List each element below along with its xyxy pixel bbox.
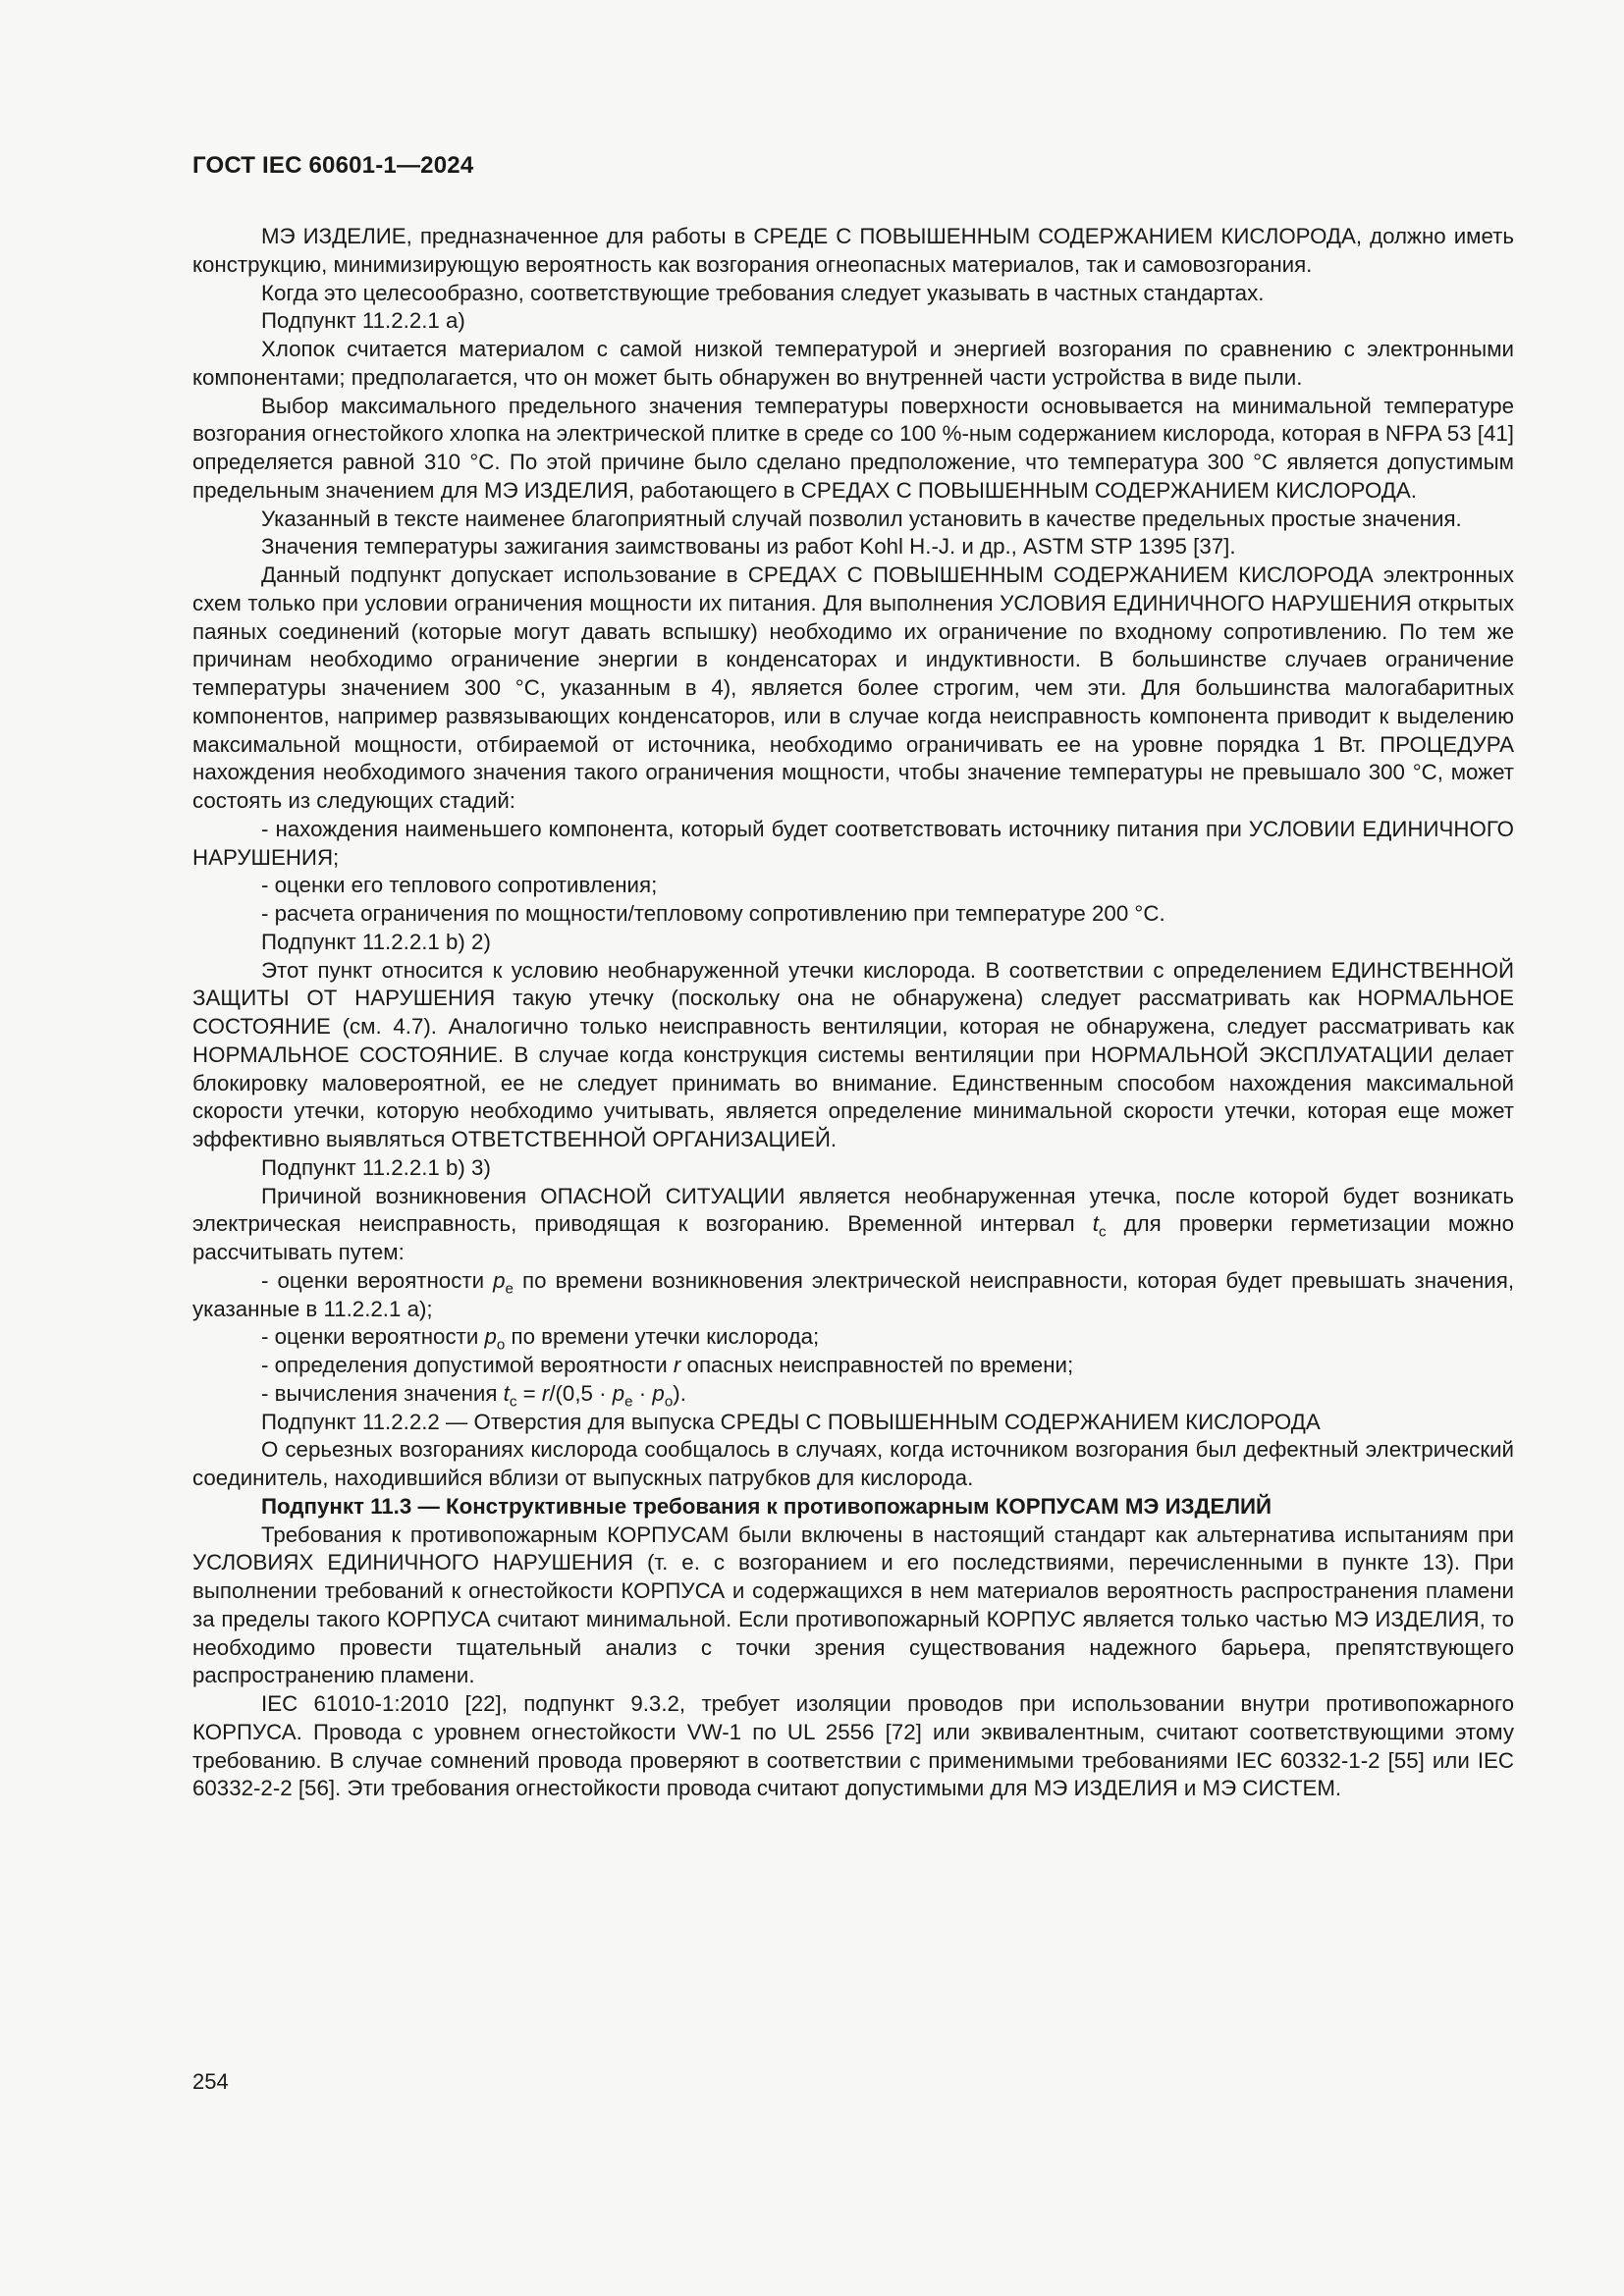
paragraph: Когда это целесообразно, соответствующие требования следует указывать в частных стандартах. [261, 280, 1265, 305]
paragraph: Указанный в тексте наименее благоприятный случай позволил установить в качестве предельных простые значения. [261, 506, 1462, 531]
paragraph: О серьезных возгораниях кислорода сообщалось в случаях, когда источником возгорания был дефектный электрический соединитель, находившийся вблизи от выпускных патрубков для кислорода. [192, 1437, 1514, 1490]
paragraph: IEC 61010-1:2010 [22], подпункт 9.3.2, требует изоляции проводов при использовании внутри противопожарного КОРПУСА. Провода с уровнем огнестойкости VW-1 по UL 2556 [72] или эквивалентным, считают соответствующими этому требованию. В случае сомнений провода проверяют в соответствии с применимыми требованиями IEC 60332-1-2 [55] или IEC 60332-2-2 [56]. Эти требования огнестойкости провода считают допустимыми для МЭ ИЗДЕЛИЯ и МЭ СИСТЕМ. [192, 1691, 1514, 1801]
paragraph: Данный подпункт допускает использование в СРЕДАХ С ПОВЫШЕННЫМ СОДЕРЖАНИЕМ КИСЛОРОДА электронных схем только при условии ограничения мощности их питания. Для выполнения УСЛОВИЯ ЕДИНИЧНОГО НАРУШЕНИЯ открытых паяных соединений (которые могут давать вспышку) необходимо их ограничение по входному сопротивлению. По тем же причинам необходимо ограничение энергии в конденсаторах и индуктивности. В большинстве случаев ограничение температуры значением 300 °С, указанным в 4), является более строгим, чем эти. Для большинства малогабаритных компонентов, например развязывающих конденсаторов, или в случае когда неисправность компонента приводит к выделению максимальной мощности, отбираемой от источника, необходимо ограничивать ее на уровне порядка 1 Вт. ПРОЦЕДУРА нахождения необходимого значения такого ограничения мощности, чтобы значение температуры не превышало 300 °С, может состоять из следующих стадий: [192, 562, 1514, 813]
list-item: - определения допустимой вероятности r опасных неисправностей по времени; [261, 1353, 1074, 1377]
subclause-ref: Подпункт 11.2.2.1 b) 3) [261, 1154, 491, 1180]
subclause-ref: Подпункт 11.2.2.1 а) [261, 308, 465, 334]
list-item: - нахождения наименьшего компонента, который будет соответствовать источнику питания при УСЛОВИИ ЕДИНИЧНОГО НАРУШЕНИЯ; [192, 816, 1514, 870]
paragraph: Хлопок считается материалом с самой низкой температурой и энергией возгорания по сравнению с электронными компонентами; предполагается, что он может быть обнаружен во внутренней части устройства в виде пыли. [192, 337, 1514, 390]
page-header: ГОСТ IEC 60601-1—2024 [192, 152, 474, 179]
subclause-ref: Подпункт 11.2.2.2 — Отверстия для выпуска СРЕДЫ С ПОВЫШЕННЫМ СОДЕРЖАНИЕМ КИСЛОРОДА [261, 1409, 1321, 1434]
list-item: - оценки вероятности $p_о$ по времени утечки кислорода; [261, 1324, 820, 1354]
paragraph: Выбор максимального предельного значения температуры поверхности основывается на минимальной температуре возгорания огнестойкого хлопка на электрической плитке в среде со 100 %-ным содержанием кислорода, которая в NFPA 53 [41] определяется равной 310 °С. По этой причине было сделано предположение, что температура 300 °С является допустимым предельным значением для МЭ ИЗДЕЛИЯ, работающего в СРЕДАХ С ПОВЫШЕННЫМ СОДЕРЖАНИЕМ КИСЛОРОДА. [192, 393, 1514, 503]
section-heading: Подпункт 11.3 — Конструктивные требования к противопожарным КОРПУСАМ МЭ ИЗДЕЛИЙ [261, 1493, 1272, 1519]
paragraph: МЭ ИЗДЕЛИЕ, предназначенное для работы в СРЕДЕ С ПОВЫШЕННЫМ СОДЕРЖАНИЕМ КИСЛОРОДА, должно иметь конструкцию, минимизирующую вероятность как возгорания огнеопасных материалов, так и самовозгорания. [192, 224, 1514, 277]
list-item-formula: - вычисления значения $t_с = r/(0,5 \cdot p_е \cdot p_о)$. [261, 1380, 686, 1411]
paragraph-time-interval: Причиной возникновения ОПАСНОЙ СИТУАЦИИ является необнаруженная утечка, после которой будет возникать электрическая неисправность, приводящая к возгоранию. Временной интервал $t_с$ для проверки герметизации можно рассчитывать путем: [192, 1183, 1514, 1264]
paragraph: Этот пункт относится к условию необнаруженной утечки кислорода. В соответствии с определением ЕДИНСТВЕННОЙ ЗАЩИТЫ ОТ НАРУШЕНИЯ такую утечку (поскольку она не обнаружена) следует рассматривать как НОРМАЛЬНОЕ СОСТОЯНИЕ (см. 4.7). Аналогично только неисправность вентиляции, которая не обнаружена, следует рассматривать как НОРМАЛЬНОЕ СОСТОЯНИЕ. В случае когда конструкция системы вентиляции при НОРМАЛЬНОЙ ЭКСПЛУАТАЦИИ делает блокировку маловероятной, ее не следует принимать во внимание. Единственным способом нахождения максимальной скорости утечки, которую необходимо учитывать, является определение минимальной скорости утечки, которая еще может эффективно выявляться ОТВЕТСТВЕННОЙ ОРГАНИЗАЦИЕЙ. [192, 957, 1514, 1151]
list-item: - оценки вероятности $p_е$ по времени возникновения электрической неисправности, которая будет превышать значения, указанные в 11.2.2.1 а); [192, 1267, 1515, 1321]
paragraph: Значения температуры зажигания заимствованы из работ Kohl H.-J. и др., ASTM STP 1395 [37]. [261, 534, 1236, 560]
list-item: - расчета ограничения по мощности/тепловому сопротивлению при температуре 200 °С. [261, 901, 1165, 926]
subclause-ref: Подпункт 11.2.2.1 b) 2) [261, 929, 491, 954]
list-item: - оценки его теплового сопротивления; [261, 873, 658, 898]
page-number: 254 [192, 2069, 229, 2094]
document-body [192, 223, 1514, 1803]
paragraph: Требования к противопожарным КОРПУСАМ были включены в настоящий стандарт как альтернатива испытаниям при УСЛОВИЯХ ЕДИНИЧНОГО НАРУШЕНИЯ (т. е. с возгоранием и его последствиями, перечисленными в пункте 13). При выполнении требований к огнестойкости КОРПУСА и содержащихся в нем материалов вероятность распространения пламени за пределы такого КОРПУСА считают минимальной. Если противопожарный КОРПУС является только частью МЭ ИЗДЕЛИЯ, то необходимо провести тщательный анализ с точки зрения существования надежного барьера, препятствующего распространению пламени. [192, 1522, 1514, 1688]
